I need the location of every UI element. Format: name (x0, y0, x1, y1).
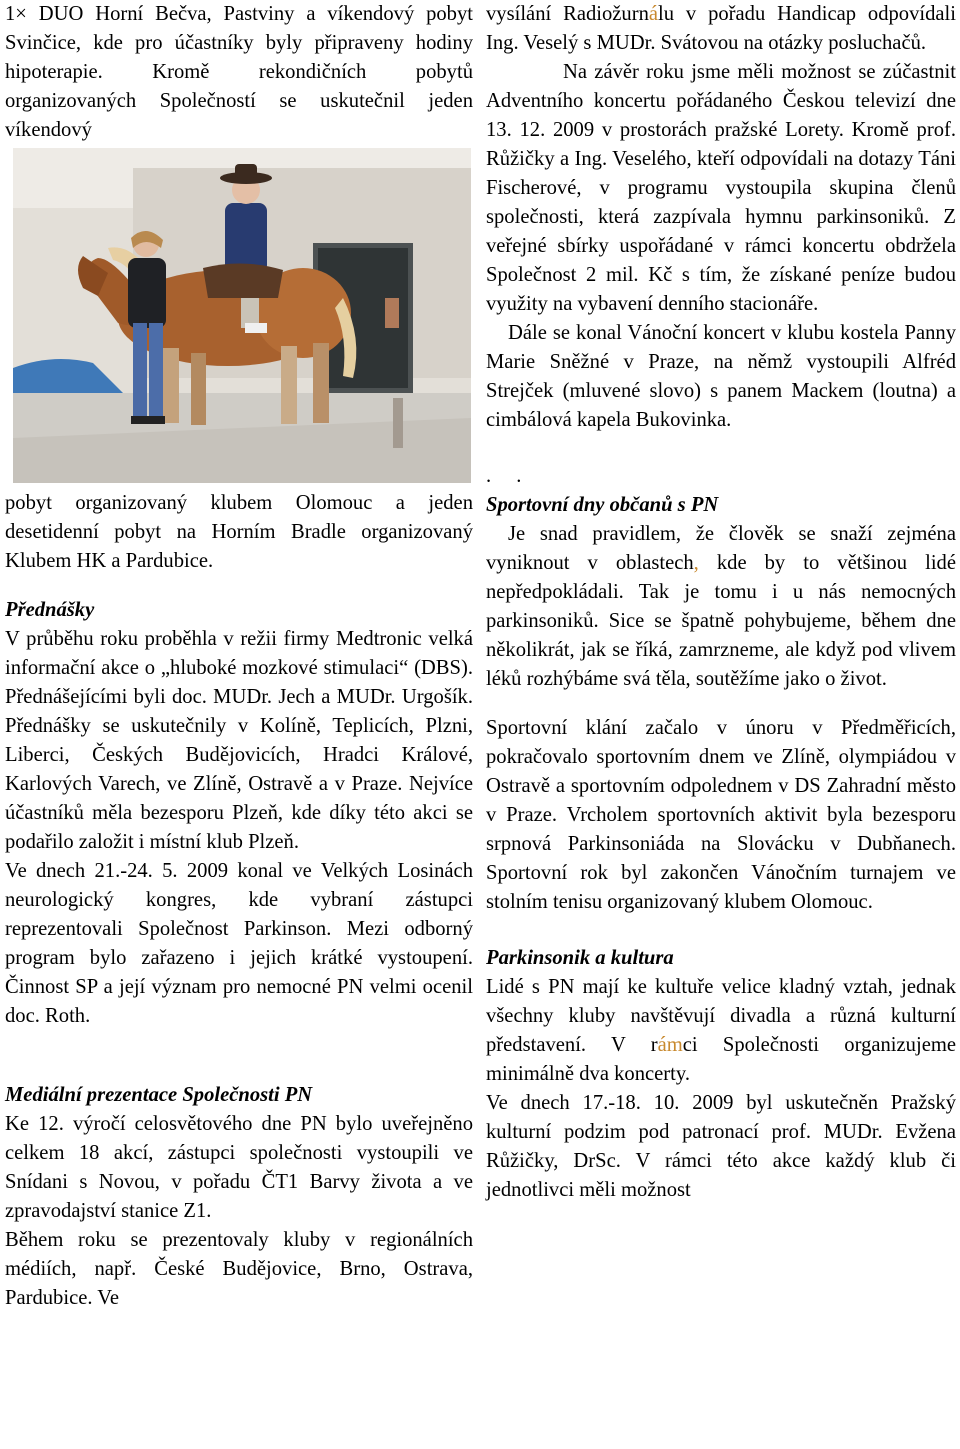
right-column (486, 0, 956, 1205)
culture-paragraph-1 (486, 973, 956, 1089)
radio-paragraph (486, 0, 956, 58)
intro-paragraph: 1× DUO Horní Bečva, Pastviny a víkendový pobyt Svinčice, kde pro účastníky byly připraveny hodiny hipoterapie. Kromě rekondičních pobytů organizovaných Společností se uskutečnil jeden víkendový (5, 3, 473, 141)
culture-text-a: Lidé s PN mají ke kultuře velice kladný vztah, jednak všechny kluby navštěvují divadla a různá kulturní představení. V r (486, 976, 956, 1056)
sport-heading: Sportovní dny občanů s PN (486, 494, 719, 516)
culture-text-highlight: ám (657, 1034, 683, 1056)
sport-text-a: Je snad pravidlem, že člověk se snaží zejména vyniknout v oblastech (486, 523, 956, 574)
culture-heading: Parkinsonik a kultura (486, 947, 674, 969)
lectures-paragraph-1: V průběhu roku proběhla v režii firmy Medtronic velká informační akce o „hluboké mozkové stimulaci“ (DBS). Přednášejícími byli doc. MUDr. Jech a MUDr. Urgošík. Přednášky se uskutečnily v Kolíně, Teplicích, Plzni, Liberci, Českých Budějovicích, Hradci Králové, Karlových Varech, ve Zlíně, Ostravě a v Praze. Nejvíce účastníků měla bezesporu Plzeň, kde díky této akci se podařilo založit i místní klub Plzeň. (5, 628, 473, 853)
left-column (5, 0, 473, 1313)
radio-text-a: vysílání Radiožurn (486, 3, 649, 25)
separator-dots: . . (486, 465, 532, 487)
after-photo-paragraph: pobyt organizovaný klubem Olomouc a jeden desetidenní pobyt na Horním Bradle organizovaný Klubem HK a Pardubice. (5, 492, 473, 572)
radio-text-c: lu v pořadu Handicap odpovídali Ing. Veselý s MUDr. Svátovou na otázky posluchačů. (486, 3, 956, 54)
lectures-paragraph-2: Ve dnech 21.-24. 5. 2009 konal ve Velkých Losinách neurologický kongres, kde vybraní zástupci reprezentovali Společnost Parkinson. Mezi odborný program bylo zařazeno i jejich krátké vystoupení. Činnost SP a její význam pro nemocné PN velmi ocenil doc. Roth. (5, 860, 473, 1027)
hippotherapy-photo (13, 148, 471, 483)
christmas-paragraph: Dále se konal Vánoční koncert v klubu kostela Panny Marie Sněžné v Praze, na němž vystoupili Alfréd Strejček (mluvené slovo) s panem Mackem (loutna) a cimbálová kapela Bukovinka. (486, 322, 956, 431)
sport-text-highlight: , (693, 552, 699, 574)
sport-paragraph-1 (486, 520, 956, 694)
sport-text-c: kde by to většinou lidé nepředpokládali. Tak je tomu i u nás nemocných parkinsoniků. Sice se špatně pohybujeme, během dne několikrát, jak se říká, zamrzneme, ale když pod vlivem léků rozhýbáme svá těla, soutěžíme jako o život. (486, 552, 956, 690)
media-paragraph-2: Během roku se prezentovaly kluby v regionálních médiích, např. České Budějovice, Brno, Ostrava, Pardubice. Ve (5, 1229, 473, 1309)
media-heading: Mediální prezentace Společnosti PN (5, 1084, 313, 1106)
culture-text-c: ci Společnosti organizujeme minimálně dva koncerty. (486, 1034, 956, 1085)
culture-paragraph-2: Ve dnech 17.-18. 10. 2009 byl uskutečněn Pražský kulturní podzim pod patronací prof. MUDr. Evžena Růžičky, DrSc. V rámci této akce každý klub či jednotlivci měli možnost (486, 1092, 956, 1201)
radio-text-highlight: á (648, 3, 659, 25)
sport-paragraph-2: Sportovní klání začalo v únoru v Předměřicích, pokračovalo sportovním dnem ve Zlíně, olympiádou v Ostravě a sportovním odpolednem v DS Zahradní město v Praze. Vrcholem sportovních aktivit byla bezesporu srpnová Parkinsoniáda na Slovácku v Dubňanech. Sportovní rok byl zakončen Vánočním turnajem ve stolním tenisu organizovaný klubem Olomouc. (486, 717, 956, 913)
advent-paragraph: Na závěr roku jsme měli možnost se zúčastnit Adventního koncertu pořádaného Českou televizí dne 13. 12. 2009 v prostorách pražské Lorety. Kromě prof. Růžičky a Ing. Veselého, kteří odpovídali na dotazy Táni Fischerové, v programu vystoupila skupina členů společnosti, která zazpívala hymnu parkinsoniků. Z veřejné sbírky uspořádané v rámci koncertu obdržela Společnost 2 mil. Kč s tím, že získané peníze budou využity na vybavení denního stacionáře. (486, 61, 956, 315)
media-paragraph-1: Ke 12. výročí celosvětového dne PN bylo uveřejněno celkem 18 akcí, zástupci společnosti vystoupili ve Snídani s Novou, v pořadu ČT1 Barvy života a ve zpravodajství stanice Z1. (5, 1113, 473, 1222)
lectures-heading: Přednášky (5, 599, 95, 621)
horse-photo-image (13, 148, 471, 483)
